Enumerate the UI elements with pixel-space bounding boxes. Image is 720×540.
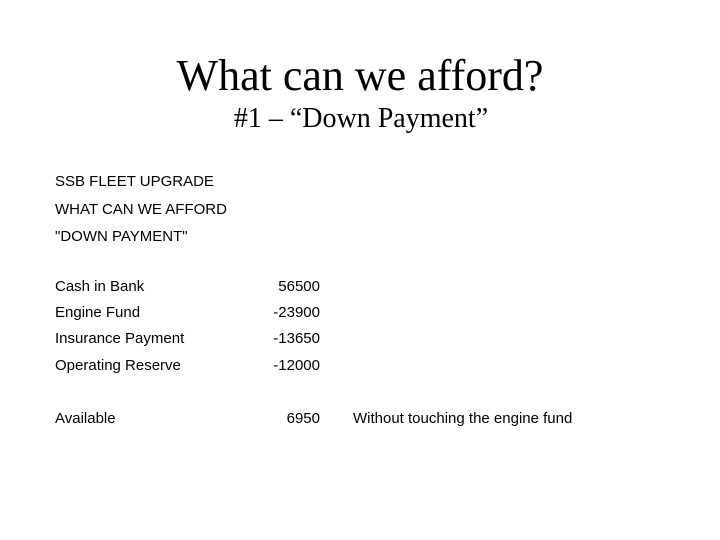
slide-title: What can we afford? bbox=[176, 51, 544, 100]
slide-subtitle-text: #1 – “Down Payment” bbox=[233, 103, 489, 134]
table-row-cash-in-bank bbox=[55, 278, 675, 296]
row-label: Cash in Bank bbox=[55, 278, 145, 295]
row-amount: -13650 bbox=[273, 330, 320, 347]
table-row-operating-reserve bbox=[55, 357, 675, 375]
sheet-heading-topic: "DOWN PAYMENT" bbox=[55, 228, 188, 245]
row-amount: -12000 bbox=[273, 357, 320, 374]
row-label: Insurance Payment bbox=[55, 330, 185, 347]
table-row-insurance-payment bbox=[55, 330, 675, 348]
row-label: Available bbox=[55, 410, 116, 427]
sheet-heading-org: SSB FLEET UPGRADE bbox=[55, 173, 214, 190]
row-amount: -23900 bbox=[273, 304, 320, 321]
slide-subtitle bbox=[0, 101, 720, 137]
row-amount: 56500 bbox=[278, 278, 320, 295]
row-label: Engine Fund bbox=[55, 304, 141, 321]
row-amount: 6950 bbox=[286, 410, 320, 427]
table-row-available bbox=[55, 410, 675, 428]
sheet-heading-question: WHAT CAN WE AFFORD bbox=[55, 201, 227, 218]
table-row-engine-fund bbox=[55, 304, 675, 322]
row-label: Operating Reserve bbox=[55, 357, 181, 374]
row-note: Without touching the engine fund bbox=[353, 410, 573, 427]
